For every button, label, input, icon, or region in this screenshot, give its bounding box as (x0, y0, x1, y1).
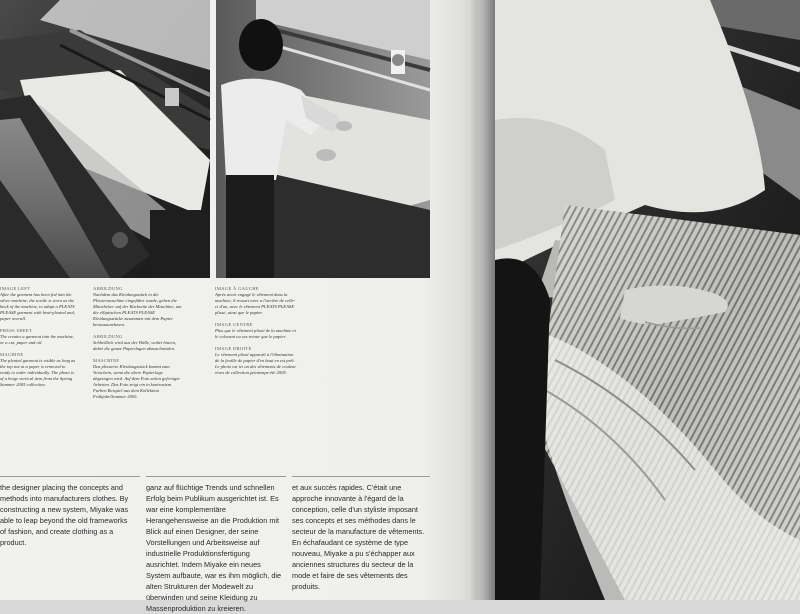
caption-label: IMAGE LEFT (0, 286, 31, 291)
caption-text: The pleated garment is visible as long as the top not at a paper is removed to ready to order individually. The photo is of a beige vertical item from the Spring Summer 2005 collection. (0, 358, 76, 387)
caption-column-english (0, 286, 76, 394)
caption-label: IMAGE DROITE (215, 346, 252, 351)
caption-label: PRESS SHEET (0, 328, 33, 333)
photo-pleating-machine (0, 0, 210, 278)
body-text-french: et aux succès rapides. C'était une approche innovante à l'égard de la conception, celle d'un styliste imposant ses concepts et ses méthodes dans le secteur de la manufacture de vêtements. En échafaudant ce système de type nouveau, Miyake a pu s'échapper aux anciennes structures du secteur de la mode et faire de ses vêtements des produits. (292, 483, 425, 591)
caption-label: MACHINE (0, 352, 24, 357)
column-rule (292, 476, 430, 477)
caption-block (93, 358, 183, 400)
caption-block (215, 286, 297, 316)
photo-pleating-machine-image (0, 0, 210, 278)
caption-label: ABBILDUNG (93, 334, 123, 339)
caption-block (93, 334, 183, 352)
body-text-english: the designer placing the concepts and methods into manufacturers clothes. By constructing a new system, Miyake was able to leap beyond the old frameworks of fashion, and create clothing as a product. (0, 483, 129, 547)
column-rule (0, 476, 140, 477)
caption-column-german (93, 286, 183, 406)
caption-block (0, 328, 76, 346)
caption-block (0, 286, 76, 322)
caption-text: After the garment has been fed into the silver machine, the textile is worn as the back of the machine, to adapt a PLEATS PLEASE garment with heat-pleated and, paper overall. (0, 292, 75, 321)
photo-hands-pleated-fabric-image (495, 0, 800, 600)
caption-text: Nachdem das Kleidungsstück in die Plissiermaschine eingeführt wurde, gehen die Mitarbeiter auf der Rückseite der Maschine, um die elliptischen PLEATS PLEASE Kleidungsstücke zusammen mit dem Papier herauszunehmen. (93, 292, 182, 327)
photo-worker-at-machine-image (216, 0, 430, 278)
caption-block (0, 352, 76, 388)
caption-text: Schließlich wird aus der Hülle, wobei hinein, dabei die ganze Papierlagen abzuschneiden. (93, 340, 177, 351)
photo-worker-at-machine (216, 0, 430, 278)
body-text-german: ganz auf flüchtige Trends und schnellen Erfolg beim Publikum ausgerichtet ist. Es war eine komplementäre Herangehensweise an die Produktion mit Blick auf einen Designer, der seine Vorstellungen und Arbeitsweise auf industrielle Produktionsfertigung ausrichtet. Indem Miyake ein neues System aufbaute, war es ihm möglich, die alten Strukturen der Modewelt zu überwinden und seine Kleidung zu Massenproduktion zu kreieren. (146, 483, 282, 613)
caption-label: ABBILDUNG (93, 286, 123, 291)
column-rule (146, 476, 286, 477)
caption-text: Le vêtement plissé apparaît à l'élimination de la feuille de papier d'en haut en est prêt. Le photo est ici un des vêtements de couleur vives de collection printemps-été 2005. (215, 352, 297, 375)
caption-text: Après avoir engagé le vêtement dans la machine, il ressort avec a l'arrière de celle-ci d'un, avec le vêtement PLEATS PLEASE plissé, ainsi que le papier. (215, 292, 296, 315)
caption-block (215, 346, 297, 376)
caption-label: MASCHINE (93, 358, 120, 363)
caption-label: IMAGE À GAUCHE (215, 286, 260, 291)
caption-column-french (215, 286, 297, 382)
caption-block (215, 322, 297, 340)
photo-hands-pleated-fabric (495, 0, 800, 600)
caption-text: Das plissierte Kleidungsstück kommt zum Vorschein, wenn die obere Papierlage abgezogen wird. Auf dem Foto sehen gefertigte Arbeiten. Das Foto zeigt ein in kontrastem Farben Beispiel aus dem Kollektion Frühjahr/Sommer 2005. (93, 364, 180, 399)
caption-text: The creates a garment into the machine, or a cut, paper and oil. (0, 334, 74, 345)
caption-label: IMAGE CENTRE (215, 322, 253, 327)
caption-text: Plus que le vêtement plissé de la machine et le colorant ou ses retour que le papier. (215, 328, 296, 339)
caption-block (93, 286, 183, 328)
